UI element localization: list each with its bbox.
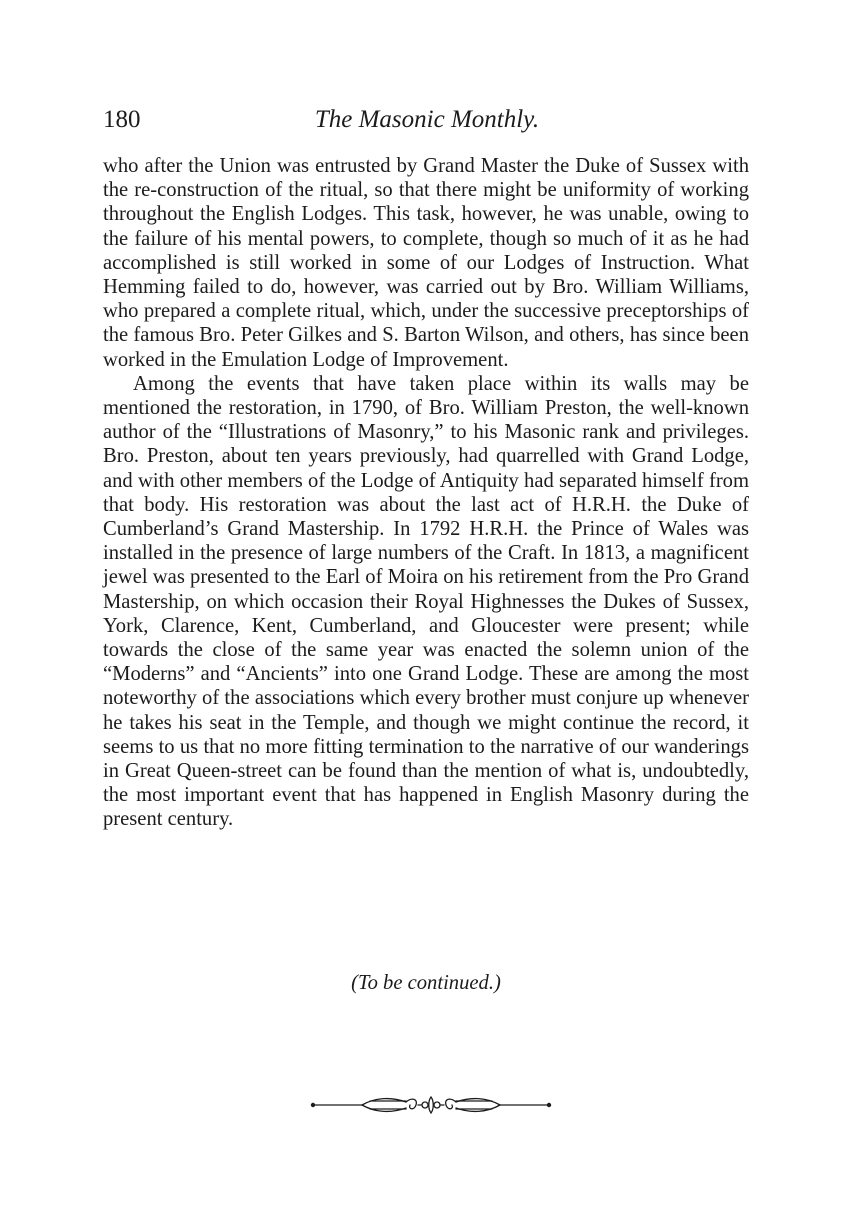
paragraph-continuation: who after the Union was entrusted by Grand Master the Duke of Sussex with the re-construction of the ritual, so that there might be uniformity of working throughout the English Lodges. This task, however, he was unable, owing to the failure of his mental powers, to complete, though so much of it as he had accomplished is still worked in some of our Lodges of Instruction. What Hemming failed to do, however, was carried out by Bro. William Williams, who prepared a complete ritual, which, under the successive preceptorships of the famous Bro. Peter Gilkes and S. Barton Wilson, and others, has since been worked in the Emulation Lodge of Improvement. [103,155,749,371]
paragraph-events: Among the events that have taken place within its walls may be mentioned the restoration, in 1790, of Bro. William Preston, the well-known author of the “Illustrations of Masonry,” to his Masonic rank and privileges. Bro. Preston, about ten years previously, had quarrelled with Grand Lodge, and with other members of the Lodge of Antiquity had separated himself from that body. His restoration was about the last act of H.R.H. the Duke of Cumberland’s Grand Mastership. In 1792 H.R.H. the Prince of Wales was installed in the presence of large numbers of the Craft. In 1813, a magnificent jewel was presented to the Earl of Moira on his retirement from the Pro Grand Mastership, on which occasion their Royal Highnesses the Dukes of Sussex, York, Clarence, Kent, Cumberland, and Gloucester were present; while towards the close of the same year was enacted the solemn union of the “Moderns” and “Ancients” into one Grand Lodge. These are among the most noteworthy of the associations which every brother must conjure up whenever he takes his seat in the Temple, and though we might continue the record, it seems to us that no more fitting termination to the narrative of our wanderings in Great Queen-street can be found than the mention of what is, undoubtedly, the most important event that has happened in English Masonry during the present century. [103,372,749,831]
page-header [103,100,751,140]
continued-note: (To be continued.) [351,972,501,994]
article-body [103,154,749,832]
page-number: 180 [103,106,141,133]
decorative-scroll-divider-icon [306,1085,556,1125]
running-title: The Masonic Monthly. [314,106,540,133]
